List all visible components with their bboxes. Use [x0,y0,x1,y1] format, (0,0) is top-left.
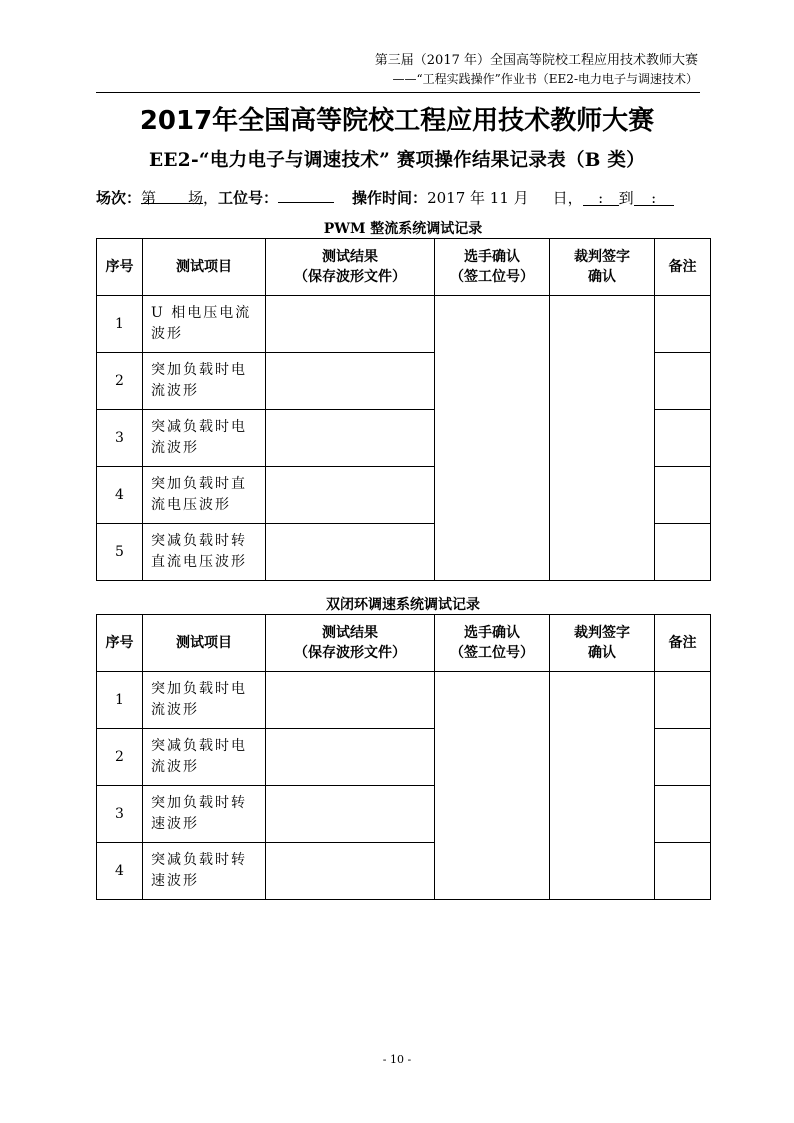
end-time-field[interactable]: : [634,189,674,206]
running-header-line2: ——“工程实践操作”作业书（EE2-电力电子与调速技术） [392,72,698,86]
result-cell[interactable] [266,524,435,581]
result-cell[interactable] [266,296,435,353]
table1-caption: PWM 整流系统调试记录 [323,221,483,237]
col-judge: 裁判签字 确认 [550,615,655,672]
page-title: 2017年全国高等院校工程应用技术教师大赛 [139,106,655,136]
result-cell[interactable] [266,786,435,843]
remark-cell[interactable] [655,524,711,581]
remark-cell[interactable] [655,729,711,786]
col-item: 测试项目 [143,239,266,296]
station-field[interactable] [278,186,334,203]
remark-cell[interactable] [655,672,711,729]
row-item: 突减负载时转直流电压波形 [143,524,266,581]
row-item: 突减负载时电流波形 [143,729,266,786]
result-cell[interactable] [266,843,435,900]
running-header-line1: 第三届（2017 年）全国高等院校工程应用技术教师大赛 [374,53,698,68]
judge-sign-cell[interactable] [550,296,655,581]
result-cell[interactable] [266,467,435,524]
row-no: 3 [97,410,143,467]
result-cell[interactable] [266,410,435,467]
table-row [97,672,711,729]
col-confirm: 选手确认 （签工位号） [435,239,550,296]
remark-cell[interactable] [655,786,711,843]
start-time-field[interactable]: : [583,189,619,206]
header-rule [96,92,700,93]
remark-cell[interactable] [655,410,711,467]
page-number: - 10 - [382,1053,412,1066]
row-item: 突加负载时电流波形 [143,672,266,729]
remark-cell[interactable] [655,467,711,524]
station-label: 工位号： [218,189,279,207]
row-item: U 相电压电流波形 [143,296,266,353]
col-result: 测试结果 （保存波形文件） [266,615,435,672]
row-item: 突减负载时电流波形 [143,410,266,467]
col-remark: 备注 [655,239,711,296]
date-text: 2017 年 11 月 [427,189,529,207]
col-no: 序号 [97,615,143,672]
row-item: 突加负载时直流电压波形 [143,467,266,524]
col-item: 测试项目 [143,615,266,672]
contestant-confirm-cell[interactable] [435,296,550,581]
col-judge: 裁判签字 确认 [550,239,655,296]
row-no: 4 [97,467,143,524]
row-no: 4 [97,843,143,900]
time-label: 操作时间： [352,189,428,207]
row-no: 2 [97,353,143,410]
row-no: 3 [97,786,143,843]
row-item: 突加负载时转速波形 [143,786,266,843]
col-no: 序号 [97,239,143,296]
result-cell[interactable] [266,353,435,410]
double-loop-speed-table [96,614,711,900]
contestant-confirm-cell[interactable] [435,672,550,900]
row-item: 突减负载时转速波形 [143,843,266,900]
col-confirm: 选手确认 （签工位号） [435,615,550,672]
table2-caption: 双闭环调速系统调试记录 [326,597,480,613]
session-label: 场次： [96,189,142,207]
row-no: 2 [97,729,143,786]
table-row [97,296,711,353]
remark-cell[interactable] [655,296,711,353]
remark-cell[interactable] [655,843,711,900]
result-cell[interactable] [266,729,435,786]
row-item: 突加负载时电流波形 [143,353,266,410]
session-number-field[interactable]: 第 场 [141,189,204,207]
to-text: 到 [618,189,634,207]
page-subtitle: EE2-“电力电子与调速技术” 赛项操作结果记录表（B 类） [148,150,646,171]
remark-cell[interactable] [655,353,711,410]
row-no: 1 [97,296,143,353]
row-no: 5 [97,524,143,581]
row-no: 1 [97,672,143,729]
col-remark: 备注 [655,615,711,672]
col-result: 测试结果 （保存波形文件） [266,239,435,296]
session-line: 场次：第 场，工位号： 操作时间：2017 年 11 月 日， : 到 : [96,186,716,208]
judge-sign-cell[interactable] [550,672,655,900]
pwm-rectifier-table [96,238,711,581]
result-cell[interactable] [266,672,435,729]
